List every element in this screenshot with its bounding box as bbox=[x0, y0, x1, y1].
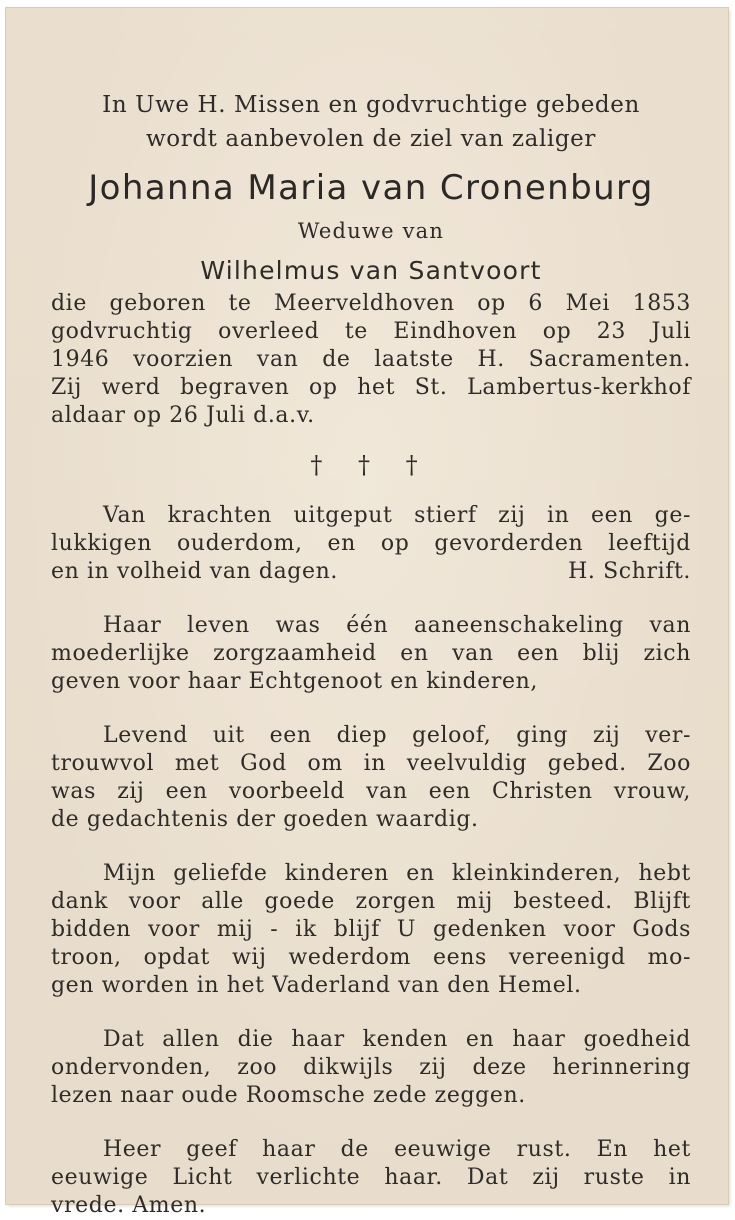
text-line: lukkigen ouderdom, en op gevorderden leeftijd bbox=[51, 531, 691, 556]
bio-line: 1946 voorzien van de laatste H. Sacramenten. bbox=[51, 347, 691, 372]
scripture-last-line: en in volheid van dagen. bbox=[51, 559, 338, 584]
text-line: bidden voor mij - ik blijf U gedenken voor Gods bbox=[51, 917, 691, 942]
text-line: eeuwige Licht verlichte haar. Dat zij ruste in bbox=[51, 1165, 691, 1190]
text-line: gen worden in het Vaderland van den Hemel. bbox=[51, 973, 582, 998]
text-line: Van krachten uitgeput stierf zij in een ge- bbox=[103, 503, 691, 528]
bio-line: Zij werd begraven op het St. Lambertus-kerkhof bbox=[51, 375, 691, 400]
scripture-source: H. Schrift. bbox=[568, 559, 691, 584]
scripture-quote bbox=[51, 502, 691, 586]
text-line: ondervonden, zoo dikwijls zij deze herinnering bbox=[51, 1055, 691, 1080]
text-line: vrede. Amen. bbox=[51, 1193, 207, 1218]
widow-of-label: Weduwe van bbox=[297, 219, 445, 243]
text-line: dank voor alle goede zorgen mij besteed. Blijft bbox=[51, 889, 691, 914]
card-content bbox=[51, 88, 691, 1220]
intro-line: In Uwe H. Missen en godvruchtige gebeden bbox=[102, 92, 640, 118]
intro-line: wordt aanbevolen de ziel van zaliger bbox=[145, 126, 596, 152]
bio-line: aldaar op 26 Juli d.a.v. bbox=[51, 403, 315, 428]
text-line: Levend uit een diep geloof, ging zij ver- bbox=[103, 723, 691, 748]
text-line: Heer geef haar de eeuwige rust. En het bbox=[103, 1137, 691, 1162]
text-line: Dat allen die haar kenden en haar goedheid bbox=[103, 1027, 691, 1052]
paragraph-children bbox=[51, 860, 691, 1000]
text-line: moederlijke zorgzaamheid en van een blij zich bbox=[51, 641, 691, 666]
bio-line: godvruchtig overleed te Eindhoven op 23 Juli bbox=[51, 319, 691, 344]
bio-line: die geboren te Meerveldhoven op 6 Mei 1853 bbox=[51, 291, 691, 316]
deceased-name: Johanna Maria van Cronenburg bbox=[88, 168, 654, 208]
paragraph-faith bbox=[51, 722, 691, 834]
text-line: was zij een voorbeeld van een Christen vrouw, bbox=[51, 779, 691, 804]
text-line: geven voor haar Echtgenoot en kinderen, bbox=[51, 669, 538, 694]
paragraph-remembrance bbox=[51, 1026, 691, 1110]
husband-name: Wilhelmus van Santvoort bbox=[200, 256, 542, 285]
text-line: Haar leven was één aaneenschakeling van bbox=[103, 613, 691, 638]
text-line: troon, opdat wij wederdom eens vereenigd mo- bbox=[51, 945, 691, 970]
text-line: lezen naar oude Roomsche zede zeggen. bbox=[51, 1083, 526, 1108]
memorial-card bbox=[6, 8, 728, 1218]
text-line: trouwvol met God om in veelvuldig gebed. Zoo bbox=[51, 751, 691, 776]
intro-text bbox=[51, 88, 691, 156]
paragraph-life bbox=[51, 612, 691, 696]
text-line: Mijn geliefde kinderen en kleinkinderen, hebt bbox=[103, 861, 691, 886]
three-crosses: † † † bbox=[310, 451, 432, 479]
text-line: de gedachtenis der goeden waardig. bbox=[51, 807, 479, 832]
paragraph-prayer bbox=[51, 1136, 691, 1220]
text-line bbox=[51, 558, 691, 586]
biography bbox=[51, 290, 691, 430]
